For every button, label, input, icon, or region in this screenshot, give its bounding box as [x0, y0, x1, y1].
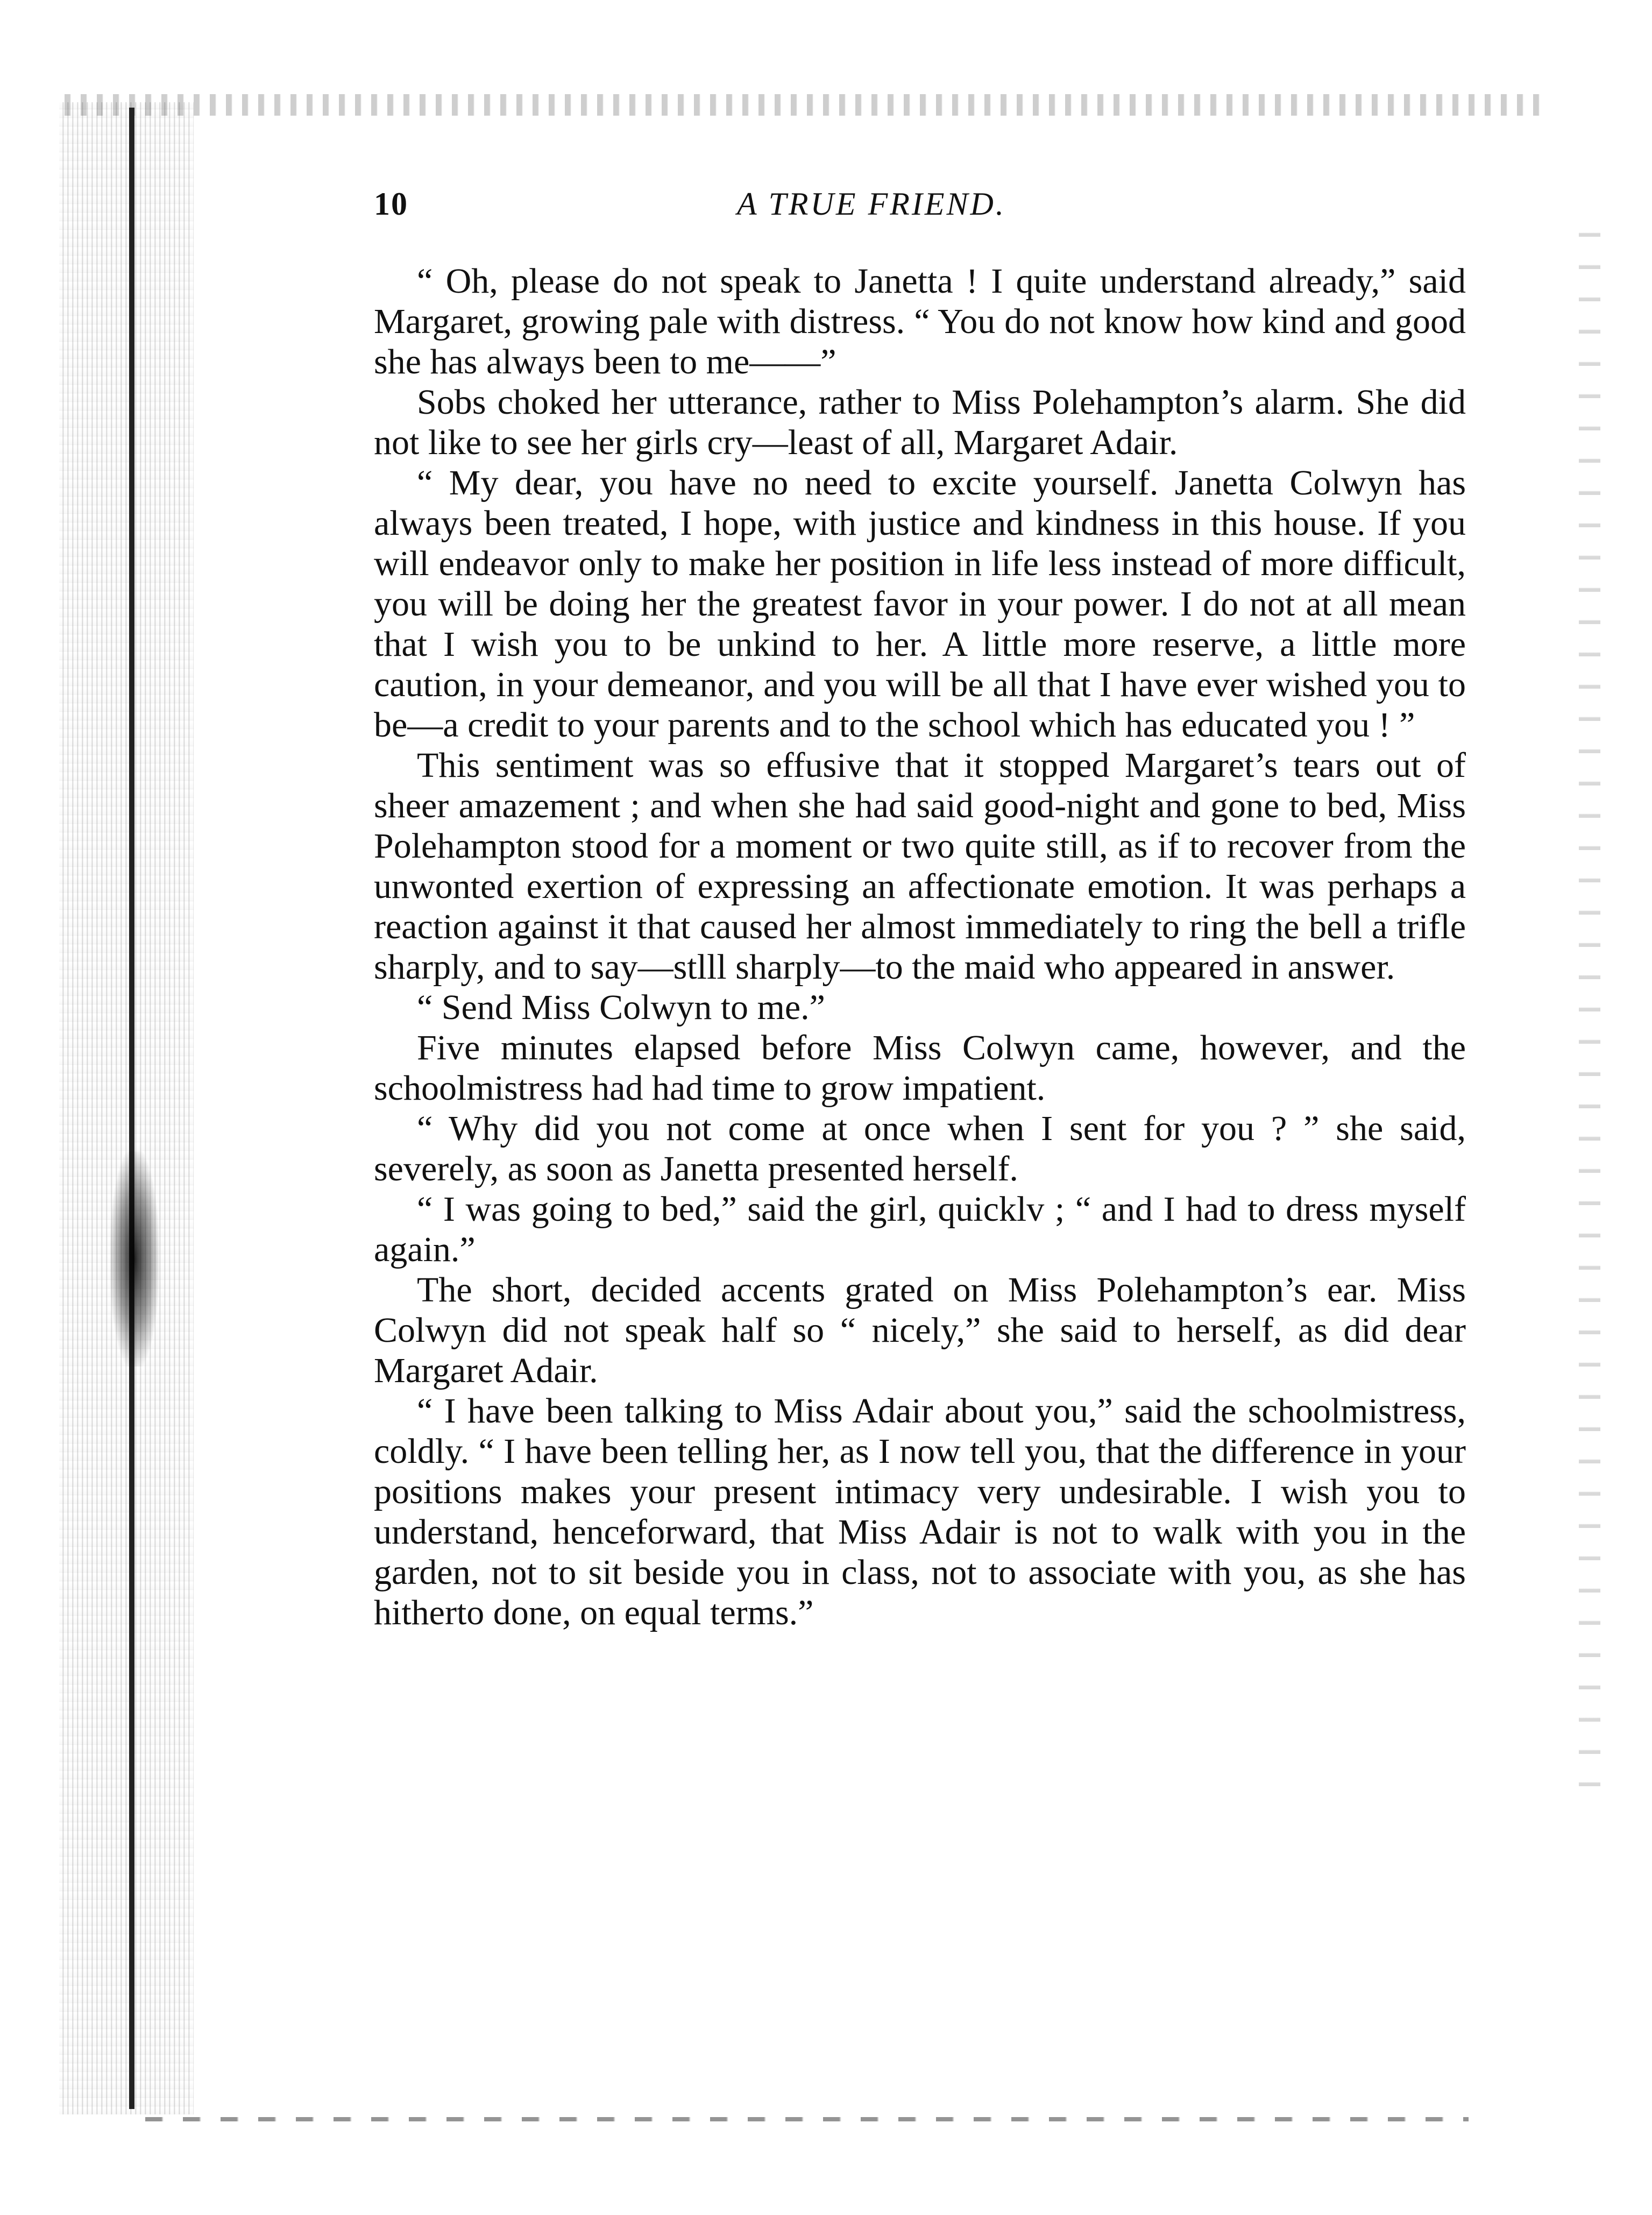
- page-right-edge: [1579, 226, 1600, 1786]
- ink-blot: [110, 1151, 159, 1367]
- paragraph: “ Why did you not come at once when I sent for you ? ” she said, severely, as soon as Janetta presented herself.: [374, 1109, 1466, 1188]
- paragraph: “ Oh, please do not speak to Janetta ! I quite understand already,” said Margaret, growing pale with distress. “ You do not know how kind and good she has always been to me——”: [374, 261, 1466, 381]
- paragraph: “ My dear, you have no need to excite yourself. Janetta Colwyn has always been treated, I hope, with justice and kindness in this house. If you will endeavor only to make her position in life less instead of more difficult, you will be doing her the greatest favor in your power. I do not at all mean that I wish you to be unkind to her. A little more reserve, a little more caution, in your demeanor, and you will be all that I have ever wished you to be—a credit to your parents and to the school which has educated you ! ”: [374, 463, 1466, 745]
- binding-gutter: [59, 102, 194, 2114]
- page-bottom-edge: [145, 2117, 1469, 2121]
- paragraph: Sobs choked her utterance, rather to Miss Polehampton’s alarm. She did not like to see her girls cry—least of all, Margaret Adair.: [374, 383, 1466, 462]
- paragraph: The short, decided accents grated on Miss Polehampton’s ear. Miss Colwyn did not speak half so “ nicely,” she said to herself, as did dear Margaret Adair.: [374, 1270, 1466, 1390]
- page-top-edge: [65, 94, 1549, 116]
- binding-line: [129, 108, 134, 2109]
- paragraph: “ I was going to bed,” said the girl, quicklv ; “ and I had to dress myself again.”: [374, 1190, 1466, 1269]
- paragraph: This sentiment was so effusive that it stopped Margaret’s tears out of sheer amazement ; and when she had said good-night and gone to bed, Miss Polehampton stood for a moment or two quite still, as if to recover from the unwonted exertion of expressing an affectionate emotion. It was perhaps a reaction against it that caused her almost immediately to ring the bell a trifle sharply, and to say—stlll sharply—to the maid who appeared in answer.: [374, 746, 1466, 987]
- page-number: 10: [374, 186, 408, 222]
- paragraph: Five minutes elapsed before Miss Colwyn came, however, and the schoolmistress had had time to grow impatient.: [374, 1028, 1466, 1108]
- paragraph: “ Send Miss Colwyn to me.”: [417, 988, 825, 1027]
- running-title: A TRUE FRIEND.: [737, 186, 1006, 222]
- paragraph: “ I have been talking to Miss Adair about you,” said the schoolmistress, coldly. “ I have been telling her, as I now tell you, that the difference in your positions makes your present intimacy very undesirable. I wish you to understand, henceforward, that Miss Adair is not to walk with you in the garden, not to sit beside you in class, not to associate with you, as she has hitherto done, on equal terms.”: [374, 1391, 1466, 1632]
- running-head: [374, 186, 1450, 229]
- body-text: [374, 261, 1466, 1633]
